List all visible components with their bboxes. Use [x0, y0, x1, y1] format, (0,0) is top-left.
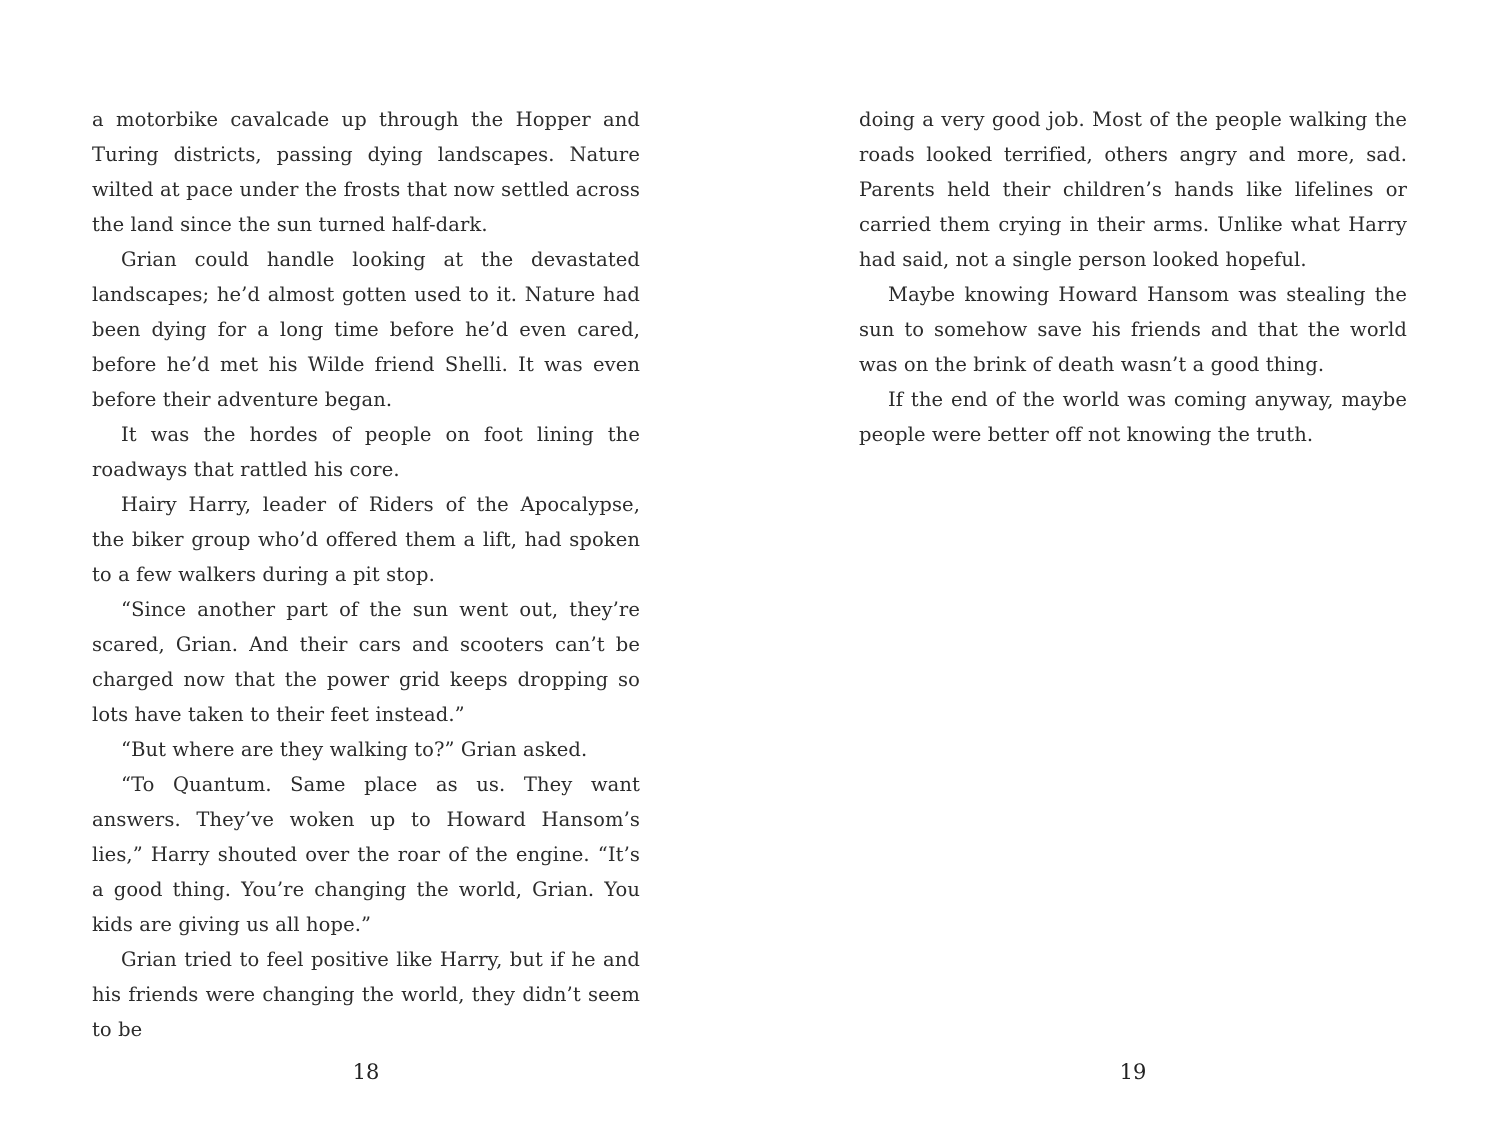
right-page-text [859, 102, 1407, 452]
paragraph: “To Quantum. Same place as us. They want answers. They’ve woken up to Howard Hansom’s lies,” Harry shouted over the roar of the engine. “It’s a good thing. You’re changing the world, Grian. You kids are giving us all hope.” [92, 773, 640, 936]
right-page [859, 102, 1407, 452]
page-number-right: 19 [1119, 1060, 1147, 1084]
paragraph: It was the hordes of people on foot lining the roadways that rattled his core. [92, 423, 640, 481]
paragraph: “But where are they walking to?” Grian asked. [121, 738, 588, 761]
left-page [92, 102, 640, 1047]
paragraph: a motorbike cavalcade up through the Hopper and Turing districts, passing dying landscapes. Nature wilted at pace under the frosts that now settled across the land since the sun turned half-dark. [92, 108, 640, 236]
left-page-text [92, 102, 640, 1047]
paragraph: “Since another part of the sun went out, they’re scared, Grian. And their cars and scooters can’t be charged now that the power grid keeps dropping so lots have taken to their feet instead.” [92, 598, 640, 726]
paragraph: Maybe knowing Howard Hansom was stealing the sun to somehow save his friends and that the world was on the brink of death wasn’t a good thing. [859, 283, 1407, 376]
paragraph: Grian could handle looking at the devastated landscapes; he’d almost gotten used to it. Nature had been dying for a long time before he’d even cared, before he’d met his Wilde friend Shelli. It was even before their adventure began. [92, 248, 640, 411]
paragraph: Hairy Harry, leader of Riders of the Apocalypse, the biker group who’d offered them a lift, had spoken to a few walkers during a pit stop. [92, 493, 640, 586]
paragraph: If the end of the world was coming anyway, maybe people were better off not knowing the truth. [859, 388, 1407, 446]
paragraph: doing a very good job. Most of the people walking the roads looked terrified, others angry and more, sad. Parents held their children’s hands like lifelines or carried them crying in their arms. Unlike what Harry had said, not a single person looked hopeful. [859, 108, 1407, 271]
paragraph: Grian tried to feel positive like Harry, but if he and his friends were changing the world, they didn’t seem to be [92, 948, 640, 1041]
page-number-left: 18 [352, 1060, 380, 1084]
